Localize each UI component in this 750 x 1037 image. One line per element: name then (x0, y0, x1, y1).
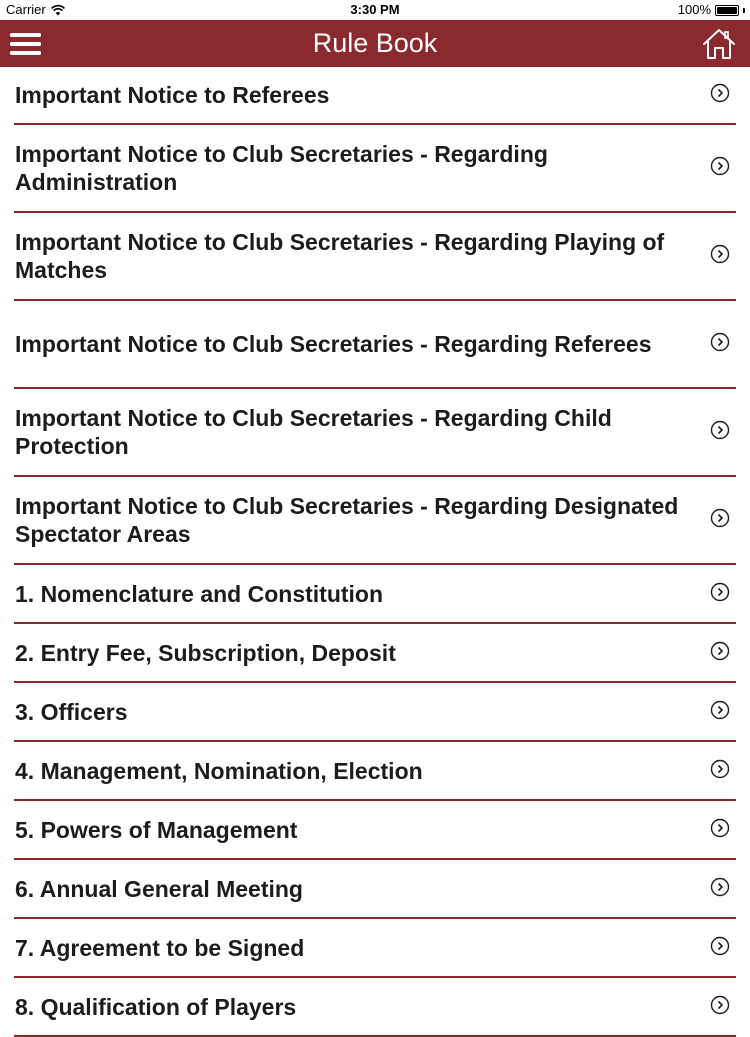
list-item-label: Important Notice to Referees (15, 82, 330, 108)
list-item-label: Important Notice to Club Secretaries - Regarding Designated Spectator Areas (15, 493, 679, 547)
list-item-label: 5. Powers of Management (15, 816, 298, 843)
chevron-right-icon (710, 83, 730, 103)
chevron-right-icon (710, 156, 730, 176)
carrier-label: Carrier (6, 2, 46, 17)
list-item[interactable] (14, 978, 736, 1037)
chevron-right-icon (710, 877, 730, 897)
list-item[interactable] (14, 477, 736, 565)
nav-bar (0, 20, 750, 67)
chevron-right-icon (710, 936, 730, 956)
battery-percent: 100% (677, 2, 711, 17)
clock: 3:30 PM (350, 2, 400, 17)
list-item[interactable] (14, 389, 736, 477)
list-item-label: 6. Annual General Meeting (15, 875, 303, 902)
list-item-label: 8. Qualification of Players (15, 993, 297, 1020)
list-item[interactable] (14, 67, 736, 125)
chevron-right-icon (710, 700, 730, 720)
chevron-right-icon (710, 420, 730, 440)
list-item[interactable] (14, 801, 736, 860)
list-item[interactable] (14, 624, 736, 683)
home-icon (702, 28, 736, 60)
list-item[interactable] (14, 565, 736, 624)
list-item-label: Important Notice to Club Secretaries - Regarding Child Protection (15, 405, 612, 459)
battery-info (678, 0, 745, 20)
list-item[interactable] (14, 125, 736, 213)
list-item-label: Important Notice to Club Secretaries - Regarding Playing of Matches (15, 229, 665, 283)
chevron-right-icon (710, 818, 730, 838)
chevron-right-icon (710, 244, 730, 264)
page-title: Rule Book (312, 28, 438, 58)
list-item-label: Important Notice to Club Secretaries - Regarding Referees (15, 331, 652, 357)
list-item[interactable] (14, 301, 736, 389)
chevron-right-icon (710, 995, 730, 1015)
rule-book-list (0, 67, 750, 1020)
chevron-right-icon (710, 641, 730, 661)
list-item-label: 1. Nomenclature and Constitution (15, 580, 384, 607)
chevron-right-icon (710, 582, 730, 602)
list-item[interactable] (14, 683, 736, 742)
list-item[interactable] (14, 860, 736, 919)
battery-icon (715, 5, 739, 16)
list-item-label: Important Notice to Club Secretaries - Regarding Administration (15, 141, 548, 195)
list-item[interactable] (14, 213, 736, 301)
list-item-label: 4. Management, Nomination, Election (15, 757, 423, 784)
chevron-right-icon (710, 759, 730, 779)
list-item-label: 7. Agreement to be Signed (15, 934, 305, 961)
status-bar (0, 0, 750, 20)
chevron-right-icon (710, 508, 730, 528)
list-item[interactable] (14, 919, 736, 978)
list-item-label: 3. Officers (15, 698, 128, 725)
chevron-right-icon (710, 332, 730, 352)
home-button[interactable] (702, 28, 736, 60)
list-item[interactable] (14, 742, 736, 801)
list-item-label: 2. Entry Fee, Subscription, Deposit (15, 639, 396, 666)
